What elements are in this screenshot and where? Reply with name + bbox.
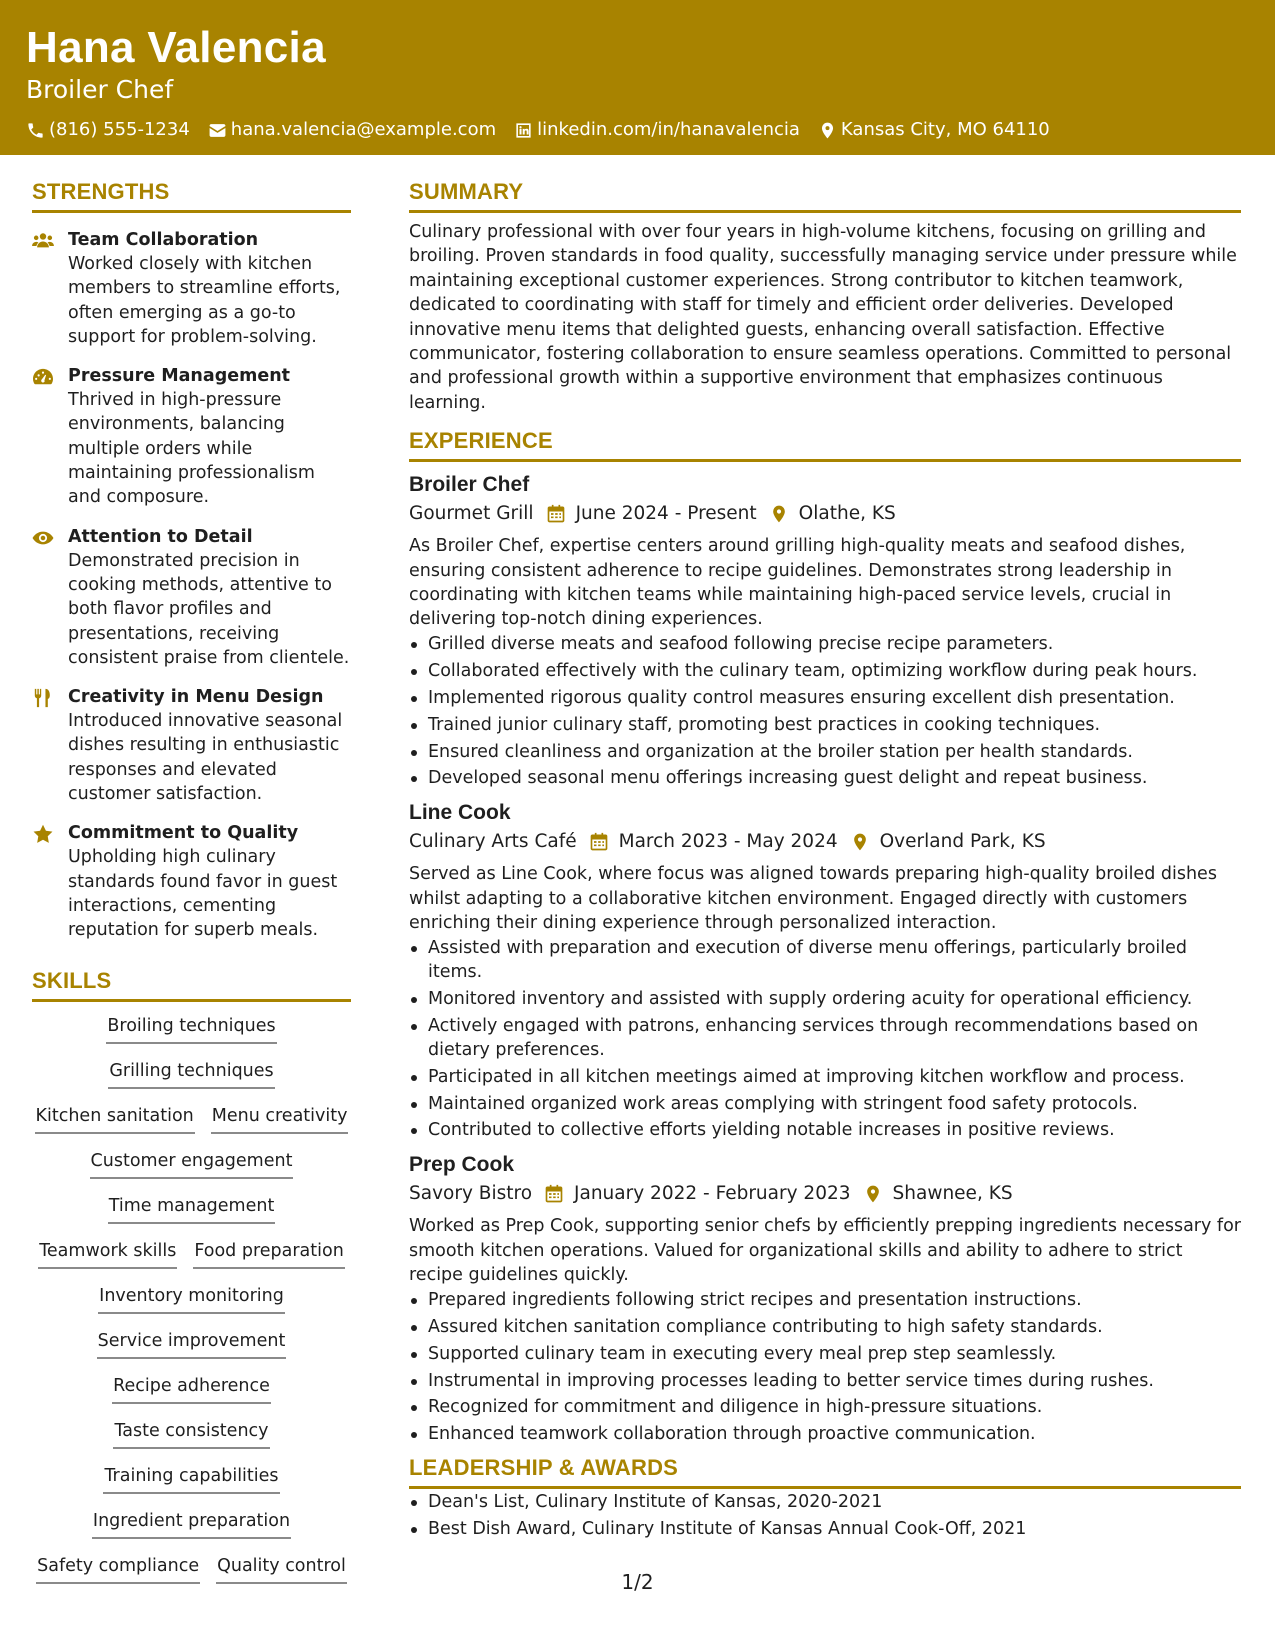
bullet-item: Assisted with preparation and execution of diverse menu offerings, particularly broiled items.: [409, 936, 1241, 984]
bullet-item: Collaborated effectively with the culinary team, optimizing workflow during peak hours.: [409, 659, 1241, 683]
calendar-icon: [589, 832, 609, 852]
contact-linkedin[interactable]: [514, 119, 800, 141]
resume-header: [0, 0, 1275, 155]
bullet-item: Participated in all kitchen meetings aimed at improving kitchen workflow and process.: [409, 1065, 1241, 1089]
job-dates: January 2022 - February 2023: [574, 1183, 851, 1205]
job-description: As Broiler Chef, expertise centers around grilling high-quality meats and seafood dishes, ensuring consistent adherence to recipe guidelines. Demonstrates strong leadership in coordinating with kitchen teams while maintaining high-paced service levels, crucial in delivering top-notch dining experiences.: [409, 536, 1186, 630]
strength-title: Pressure Management: [68, 366, 291, 387]
strength-title: Team Collaboration: [68, 230, 259, 250]
strength-item: [32, 821, 351, 942]
strength-desc: Demonstrated precision in cooking methods, attentive to both flavor profiles and presentations, receiving consistent praise from clientele.: [68, 550, 350, 668]
strength-title: Creativity in Menu Design: [68, 687, 324, 708]
bullet-item: Developed seasonal menu offerings increasing guest delight and repeat business.: [409, 766, 1241, 790]
job-location: Olathe, KS: [798, 503, 896, 525]
skill-tag: Kitchen sanitation: [35, 1104, 195, 1134]
linkedin-icon: [514, 121, 533, 140]
skill-tag: Broiling techniques: [106, 1014, 276, 1044]
bullet-item: Prepared ingredients following strict recipes and presentation instructions.: [409, 1288, 1241, 1312]
company-name: Culinary Arts Café: [409, 831, 577, 853]
bullet-item: Maintained organized work areas complying with stringent food safety protocols.: [409, 1092, 1241, 1116]
job-title: Line Cook: [409, 801, 511, 825]
job-entry: [409, 799, 1241, 1142]
summary-heading: SUMMARY: [409, 178, 1241, 213]
strength-item: [32, 228, 351, 349]
skill-tag: Grilling techniques: [108, 1059, 274, 1089]
linkedin-text: linkedin.com/in/hanavalencia: [537, 119, 800, 140]
awards-list: [409, 1490, 1241, 1541]
page-number: 1/2: [621, 1570, 654, 1594]
contact-bar: [26, 119, 1249, 141]
utensils-icon: [32, 688, 54, 708]
star-icon: [32, 824, 54, 844]
skill-tag: Teamwork skills: [38, 1239, 177, 1269]
strength-desc: Worked closely with kitchen members to streamline efforts, often emerging as a go-to support for problem-solving.: [68, 254, 341, 347]
bullet-item: Enhanced teamwork collaboration through proactive communication.: [409, 1422, 1241, 1446]
left-column: [32, 178, 351, 1599]
skill-tag: Ingredient preparation: [92, 1509, 291, 1539]
calendar-icon: [544, 1184, 564, 1204]
job-location: Shawnee, KS: [892, 1183, 1013, 1205]
job-bullets: [409, 936, 1241, 1142]
strength-title: Commitment to Quality: [68, 823, 299, 844]
company-name: Gourmet Grill: [409, 503, 534, 525]
bullet-item: Monitored inventory and assisted with supply ordering acuity for operational efficiency.: [409, 987, 1241, 1011]
bullet-item: Contributed to collective efforts yielding notable increases in positive reviews.: [409, 1118, 1241, 1142]
bullet-item: Actively engaged with patrons, enhancing services through recommendations based on dietary preferences.: [409, 1014, 1241, 1062]
bullet-item: Implemented rigorous quality control measures ensuring excellent dish presentation.: [409, 686, 1241, 710]
candidate-name: Hana Valencia: [26, 23, 326, 72]
map-marker-icon: [818, 121, 837, 140]
map-marker-icon: [769, 504, 789, 524]
bullet-item: Recognized for commitment and diligence in high-pressure situations.: [409, 1395, 1241, 1419]
envelope-icon: [208, 121, 227, 140]
contact-phone[interactable]: [26, 119, 190, 141]
skill-tag: Food preparation: [193, 1239, 345, 1269]
strength-title: Attention to Detail: [68, 526, 253, 547]
job-title: Broiler Chef: [409, 473, 530, 497]
skill-tag: Taste consistency: [113, 1419, 269, 1449]
bullet-item: Instrumental in improving processes leading to better service times during rushes.: [409, 1369, 1241, 1393]
skill-tag: Menu creativity: [211, 1104, 349, 1134]
job-dates: June 2024 - Present: [575, 503, 757, 525]
location-text: Kansas City, MO 64110: [840, 119, 1050, 140]
skill-tag: Safety compliance: [36, 1554, 200, 1584]
summary-text: Culinary professional with over four years in high-volume kitchens, focusing on grilling and broiling. Proven standards in food quality, successfully managing service under pressure while maintaining exceptional customer experiences. Strong contributor to kitchen teamwork, dedicated to coordinating with staff for timely and efficient order deliveries. Developed innovative menu items that delighted guests, enhancing overall satisfaction. Effective communicator, fostering collaboration to ensure seamless operations. Committed to personal and professional growth within a supportive environment that emphasizes continuous learning.: [409, 222, 1237, 413]
email-text: hana.valencia@example.com: [230, 119, 497, 140]
right-column: [409, 178, 1241, 1544]
job-entry: [409, 1151, 1241, 1446]
bullet-item: Ensured cleanliness and organization at the broiler station per health standards.: [409, 740, 1241, 764]
users-icon: [32, 231, 54, 251]
strength-item: [32, 685, 351, 806]
job-entry: [409, 471, 1241, 790]
job-description: Worked as Prep Cook, supporting senior chefs by efficiently prepping ingredients necessary for smooth kitchen operations. Valued for organizational skills and ability to adhere to strict recipe guidelines quickly.: [409, 1216, 1241, 1285]
skill-tag: Time management: [108, 1194, 276, 1224]
strength-desc: Introduced innovative seasonal dishes resulting in enthusiastic responses and elevated customer satisfaction.: [68, 711, 343, 805]
award-item: Dean's List, Culinary Institute of Kansas, 2020-2021: [409, 1490, 1241, 1514]
contact-location: [818, 119, 1050, 141]
skill-tag: Quality control: [216, 1554, 347, 1584]
bullet-item: Trained junior culinary staff, promoting best practices in cooking techniques.: [409, 713, 1241, 737]
map-marker-icon: [850, 832, 870, 852]
strength-item: [32, 364, 351, 509]
skill-tag: Inventory monitoring: [98, 1284, 285, 1314]
experience-heading: EXPERIENCE: [409, 427, 1241, 462]
skill-tag: Service improvement: [97, 1329, 287, 1359]
map-marker-icon: [863, 1184, 883, 1204]
skill-tag: Recipe adherence: [112, 1374, 271, 1404]
eye-icon: [32, 528, 54, 548]
job-location: Overland Park, KS: [879, 831, 1046, 853]
strength-item: [32, 525, 351, 670]
gauge-icon: [32, 367, 54, 387]
contact-email[interactable]: [208, 119, 496, 141]
candidate-role: Broiler Chef: [26, 75, 174, 104]
strength-desc: Thrived in high-pressure environments, balancing multiple orders while maintaining professionalism and composure.: [68, 390, 315, 508]
phone-text: (816) 555-1234: [49, 119, 190, 140]
strengths-heading: STRENGTHS: [32, 178, 351, 213]
award-item: Best Dish Award, Culinary Institute of Kansas Annual Cook-Off, 2021: [409, 1517, 1241, 1541]
job-description: Served as Line Cook, where focus was aligned towards preparing high-quality broiled dishes whilst adapting to a collaborative kitchen environment. Engaged directly with customers enriching their dining experience through personalized interaction.: [409, 864, 1217, 934]
calendar-icon: [546, 504, 566, 524]
company-name: Savory Bistro: [409, 1183, 533, 1205]
job-title: Prep Cook: [409, 1153, 515, 1177]
strength-desc: Upholding high culinary standards found favor in guest interactions, cementing reputation for superb meals.: [68, 847, 338, 941]
bullet-item: Supported culinary team in executing every meal prep step seamlessly.: [409, 1342, 1241, 1366]
job-bullets: [409, 1288, 1241, 1446]
skill-tag: Customer engagement: [90, 1149, 294, 1179]
job-bullets: [409, 632, 1241, 790]
awards-heading: LEADERSHIP & AWARDS: [409, 1454, 1241, 1489]
job-meta: [409, 1181, 1241, 1207]
skills-heading: SKILLS: [32, 967, 351, 1002]
job-dates: March 2023 - May 2024: [618, 831, 838, 853]
skills-list: [32, 1014, 351, 1599]
bullet-item: Grilled diverse meats and seafood following precise recipe parameters.: [409, 632, 1241, 656]
job-meta: [409, 829, 1241, 855]
phone-icon: [26, 121, 45, 140]
bullet-item: Assured kitchen sanitation compliance contributing to high safety standards.: [409, 1315, 1241, 1339]
skill-tag: Training capabilities: [103, 1464, 279, 1494]
job-meta: [409, 501, 1241, 527]
